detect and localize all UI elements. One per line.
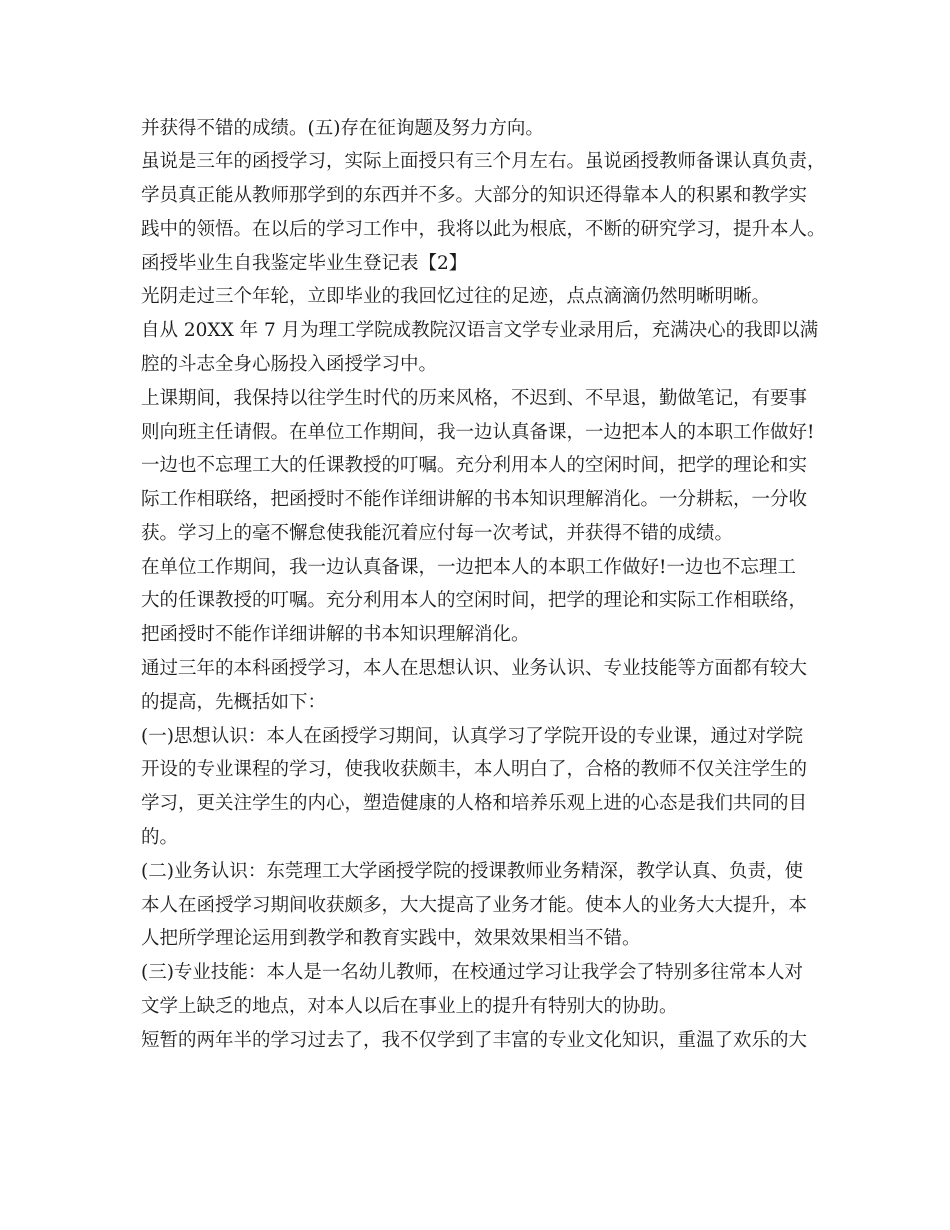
text-line: 获。学习上的毫不懈怠使我能沉着应付每一次考试，并获得不错的成绩。 xyxy=(141,523,734,544)
text-line: 开设的专业课程的学习，使我收获颇丰，本人明白了，合格的教师不仅关注学生的 xyxy=(141,759,808,780)
text-line: 的。 xyxy=(141,827,179,848)
text-line: 在单位工作期间，我一边认真备课，一边把本人的本职工作做好!一边也不忘理工 xyxy=(141,557,796,578)
text-line: 上课期间，我保持以往学生时代的历来风格，不迟到、不早退，勤做笔记，有要事 xyxy=(141,388,808,409)
text-line: 人把所学理论运用到教学和教育实践中，效果效果相当不错。 xyxy=(141,928,641,949)
text-line: 自从 20XX 年 7 月为理工学院成教院汉语言文学专业录用后，充满决心的我即以满 xyxy=(141,320,819,341)
text-line: 践中的领悟。在以后的学习工作中，我将以此为根底，不断的研究学习，提升本人。 xyxy=(141,219,826,240)
text-line: 一边也不忘理工大的任课教授的叮嘱。充分利用本人的空闲时间，把学的理论和实 xyxy=(141,455,808,476)
text-line: 并获得不错的成绩。(五)存在征询题及努力方向。 xyxy=(141,118,544,139)
text-line: 通过三年的本科函授学习，本人在思想认识、业务认识、专业技能等方面都有较大 xyxy=(141,658,808,679)
text-line: 则向班主任请假。在单位工作期间，我一边认真备课，一边把本人的本职工作做好! xyxy=(141,422,815,443)
text-line: (一)思想认识：本人在函授学习期间，认真学习了学院开设的专业课，通过对学院 xyxy=(141,726,803,747)
text-line: (二)业务认识：东莞理工大学函授学院的授课教师业务精深，教学认真、负责，使 xyxy=(141,861,803,882)
text-line: 腔的斗志全身心肠投入函授学习中。 xyxy=(141,354,438,375)
text-line: 虽说是三年的函授学习，实际上面授只有三个月左右。虽说函授教师备课认真负责， xyxy=(141,151,826,172)
text-line: 学员真正能从教师那学到的东西并不多。大部分的知识还得靠本人的积累和教学实 xyxy=(141,185,808,206)
text-line: 的提高，先概括如下： xyxy=(141,692,327,713)
text-line: 大的任课教授的叮嘱。充分利用本人的空闲时间，把学的理论和实际工作相联络， xyxy=(141,590,808,611)
text-line: 际工作相联络，把函授时不能作详细讲解的书本知识理解消化。一分耕耘，一分收 xyxy=(141,489,808,510)
text-line: 本人在函授学习期间收获颇多，大大提高了业务才能。使本人的业务大大提升，本 xyxy=(141,895,808,916)
text-line: 文学上缺乏的地点，对本人以后在事业上的提升有特别大的协助。 xyxy=(141,996,678,1017)
section-heading: 函授毕业生自我鉴定毕业生登记表【2】 xyxy=(141,253,468,274)
text-line: 学习，更关注学生的内心，塑造健康的人格和培养乐观上进的心态是我们共同的目 xyxy=(141,793,808,814)
text-line: 把函授时不能作详细讲解的书本知识理解消化。 xyxy=(141,624,530,645)
text-line: 光阴走过三个年轮，立即毕业的我回忆过往的足迹，点点滴滴仍然明晰明晰。 xyxy=(141,286,771,307)
text-line: (三)专业技能：本人是一名幼儿教师，在校通过学习让我学会了特别多往常本人对 xyxy=(141,962,803,983)
text-line: 短暂的两年半的学习过去了，我不仅学到了丰富的专业文化知识，重温了欢乐的大 xyxy=(141,1030,808,1051)
